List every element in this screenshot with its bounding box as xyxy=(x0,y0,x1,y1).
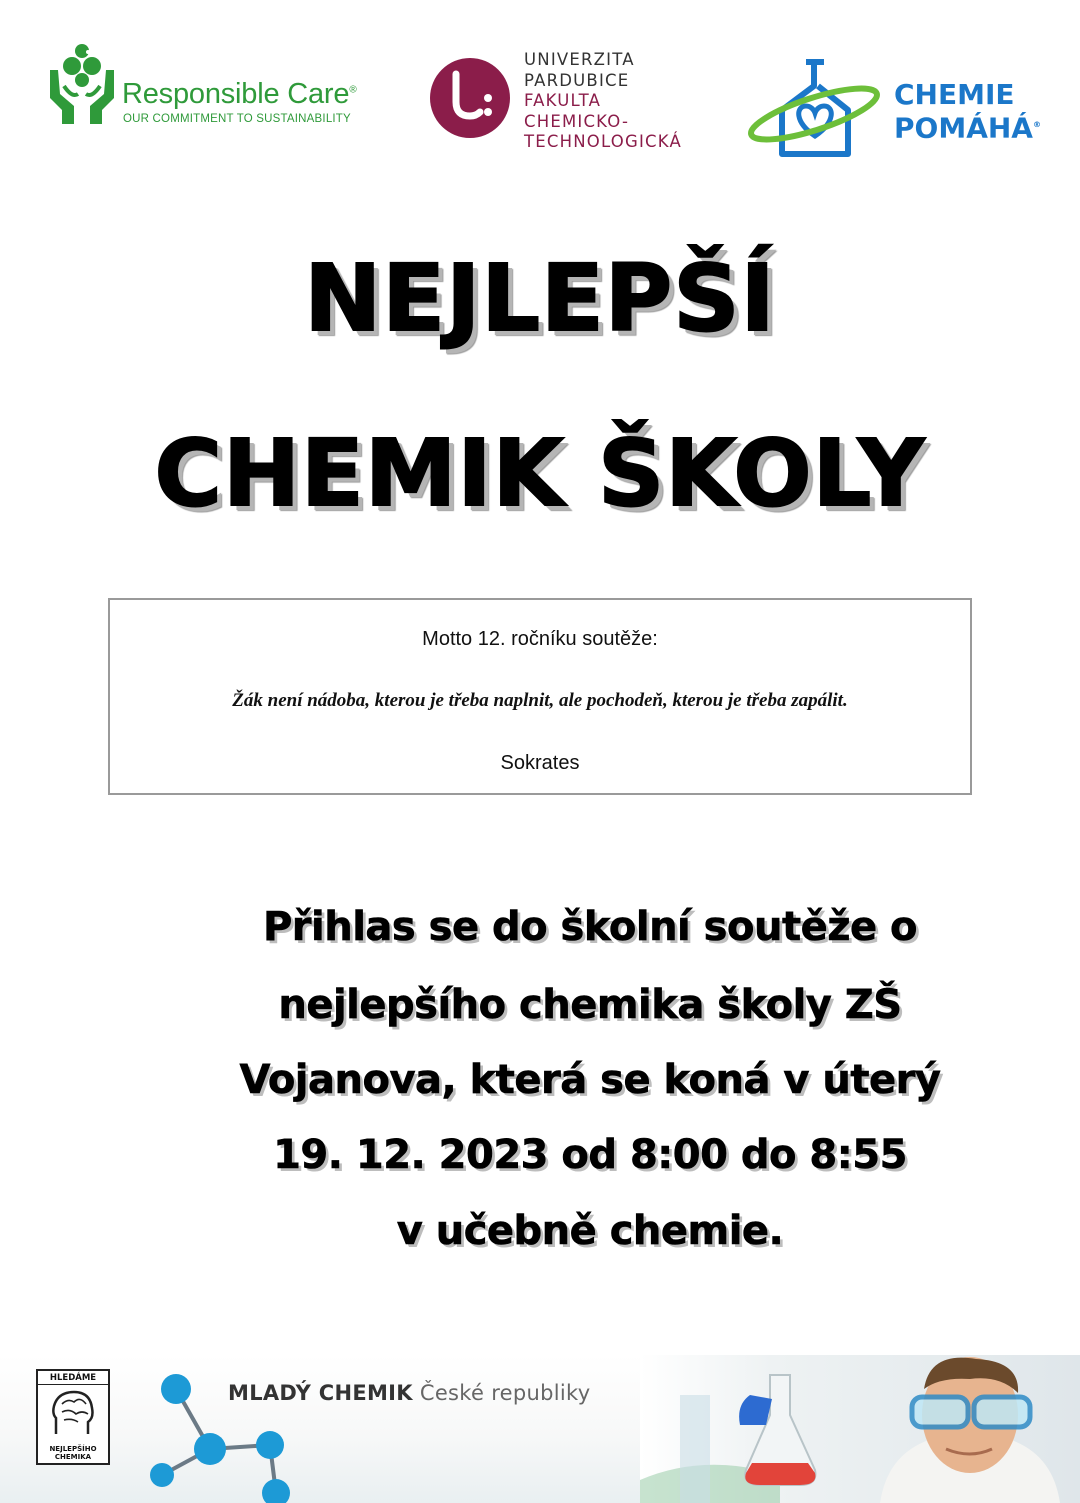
chemie-pomaha-line2: POMÁHÁ® xyxy=(894,111,1041,145)
mlady-chemik-banner xyxy=(0,1355,1080,1503)
mlady-chemik-title: MLADÝ CHEMIK České republiky xyxy=(228,1381,591,1405)
motto-box xyxy=(108,598,972,795)
invitation-line-5: v učebně chemie. xyxy=(396,1208,784,1254)
chemie-pomaha-line1: CHEMIE xyxy=(894,78,1015,111)
hands-molecule-icon xyxy=(48,42,116,126)
chemist-photo xyxy=(640,1355,1080,1503)
invitation-line-3: Vojanova, která se koná v úterý xyxy=(239,1057,941,1103)
hledame-badge xyxy=(36,1369,110,1465)
badge-top-text: HLEDÁME xyxy=(38,1373,108,1385)
univerzita-pardubice-logo xyxy=(426,50,716,160)
invitation-line-1: Přihlas se do školní soutěže o xyxy=(262,904,918,950)
motto-author: Sokrates xyxy=(500,752,580,774)
responsible-care-title: Responsible Care® xyxy=(122,78,357,110)
chemie-pomaha-logo xyxy=(744,56,1064,166)
univerzita-line4: CHEMICKO- xyxy=(524,111,630,131)
house-heart-flask-icon xyxy=(744,56,884,160)
univerzita-u-icon xyxy=(426,54,516,142)
univerzita-line5: TECHNOLOGICKÁ xyxy=(524,132,682,151)
title-line-2: CHEMIK ŠKOLY xyxy=(154,420,926,527)
badge-bottom-text: NEJLEPŠÍHO CHEMIKA xyxy=(49,1445,97,1461)
motto-label: Motto 12. ročníku soutěže: xyxy=(422,628,658,650)
univerzita-text xyxy=(524,50,682,153)
univerzita-line3: FAKULTA xyxy=(524,91,602,110)
invitation-line-4: 19. 12. 2023 od 8:00 do 8:55 xyxy=(273,1132,907,1178)
univerzita-line1: UNIVERZITA xyxy=(524,50,635,69)
title-line-1: NEJLEPŠÍ xyxy=(304,245,776,352)
univerzita-line2: PARDUBICE xyxy=(524,70,630,90)
invitation-line-2: nejlepšího chemika školy ZŠ xyxy=(278,982,902,1028)
chemie-pomaha-text xyxy=(894,80,1041,143)
brain-head-icon xyxy=(48,1388,98,1440)
responsible-care-logo xyxy=(48,42,388,130)
responsible-care-subtitle: OUR COMMITMENT TO SUSTAINABILITY xyxy=(123,113,351,125)
motto-quote: Žák není nádoba, kterou je třeba naplnit, ale pochodeň, kterou je třeba zapálit. xyxy=(232,690,848,711)
